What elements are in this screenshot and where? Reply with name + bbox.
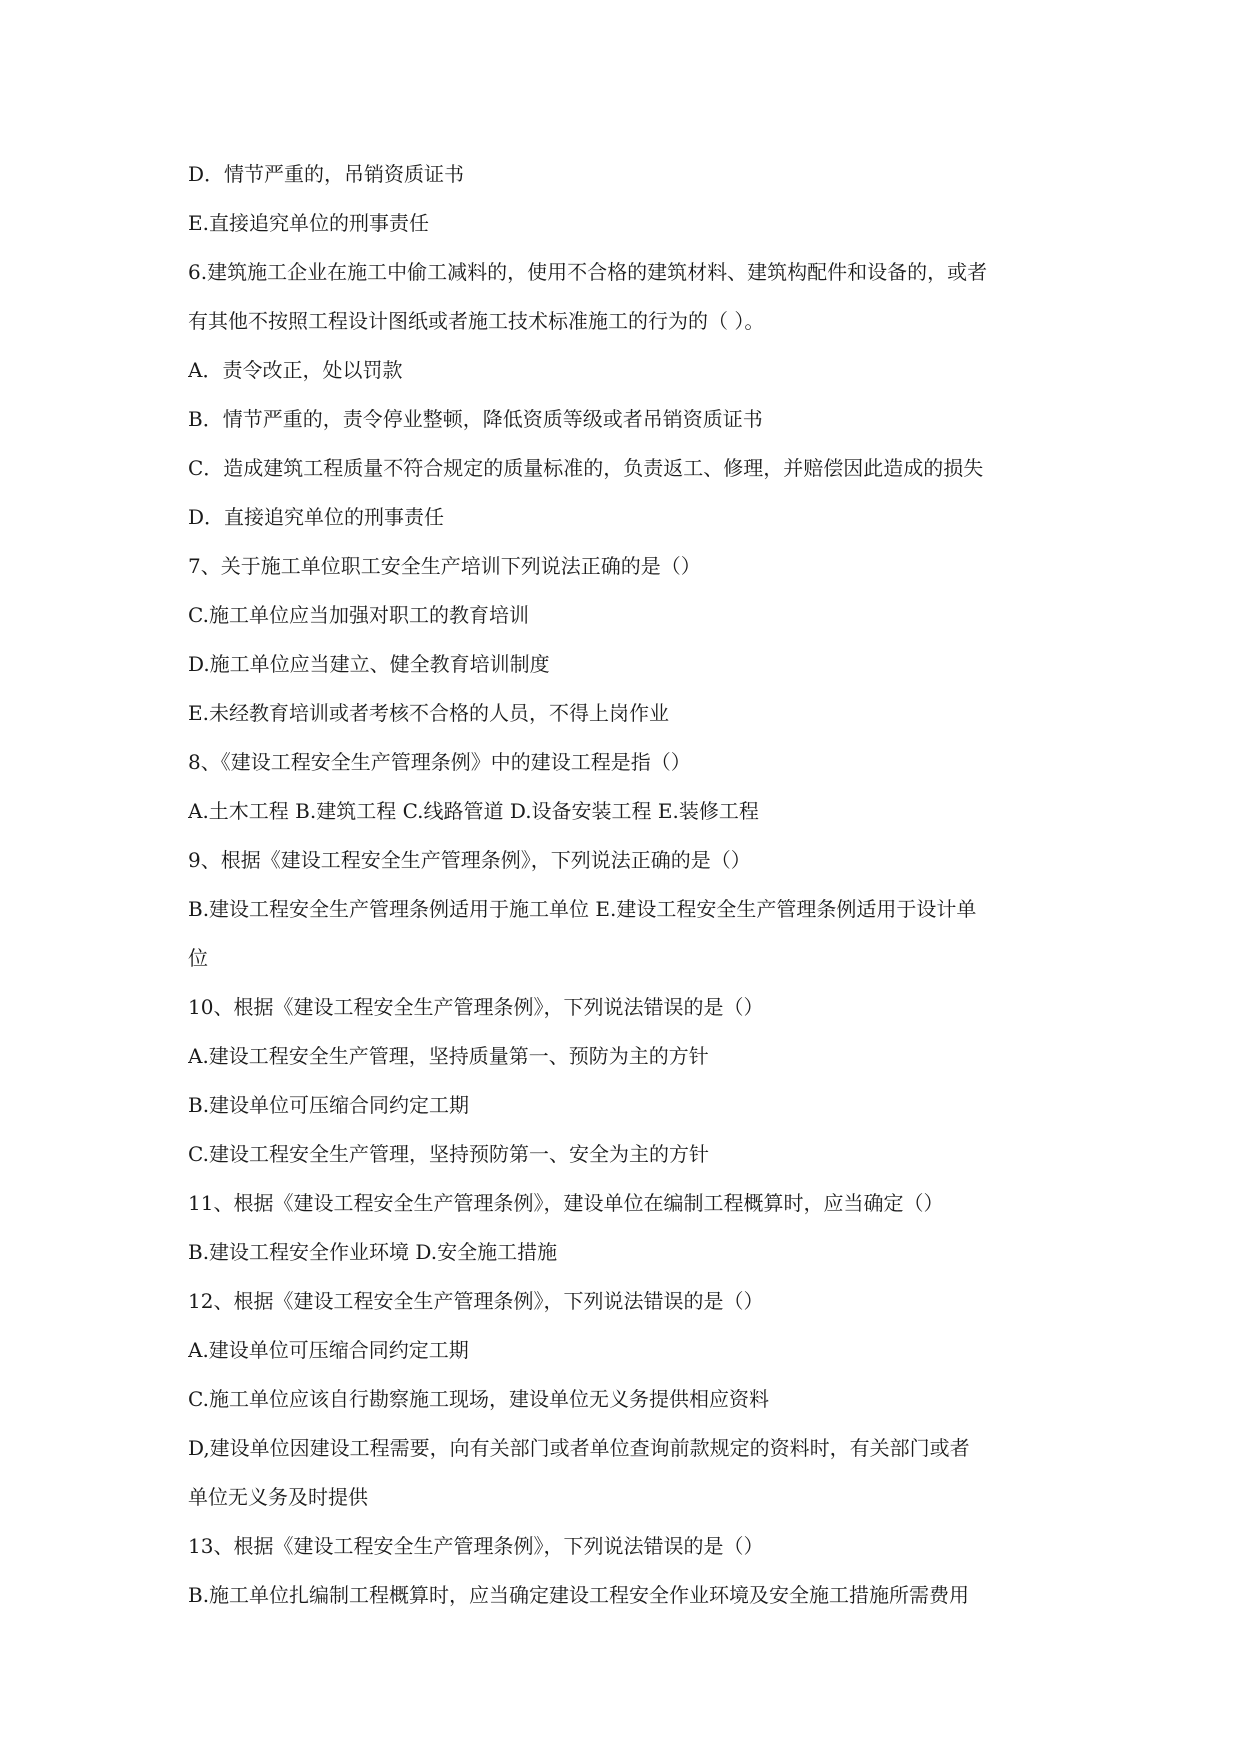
option-line: A.建设单位可压缩合同约定工期 bbox=[188, 1338, 469, 1362]
question-line: 6.建筑施工企业在施工中偷工减料的，使用不合格的建筑材料、建筑构配件和设备的，或者 bbox=[188, 260, 988, 284]
option-line: D．情节严重的，吊销资质证书 bbox=[188, 162, 465, 186]
question-line: 12、根据《建设工程安全生产管理条例》，下列说法错误的是（） bbox=[188, 1289, 764, 1313]
document-body bbox=[188, 150, 1058, 1620]
option-line: C．造成建筑工程质量不符合规定的质量标准的，负责返工、修理，并赔偿因此造成的损失 bbox=[188, 456, 984, 480]
option-line: 位 bbox=[188, 946, 208, 970]
option-line: A.土木工程 B.建筑工程 C.线路管道 D.设备安装工程 E.装修工程 bbox=[188, 799, 759, 823]
option-line: D,建设单位因建设工程需要，向有关部门或者单位查询前款规定的资料时，有关部门或者 bbox=[188, 1436, 970, 1460]
question-line: 8、《建设工程安全生产管理条例》中的建设工程是指（） bbox=[188, 750, 691, 774]
option-line: A.建设工程安全生产管理，坚持质量第一、预防为主的方针 bbox=[188, 1044, 709, 1068]
option-line: D．直接追究单位的刑事责任 bbox=[188, 505, 445, 529]
question-line: 7、关于施工单位职工安全生产培训下列说法正确的是（） bbox=[188, 554, 701, 578]
option-line: B.建设单位可压缩合同约定工期 bbox=[188, 1093, 470, 1117]
option-line: 单位无义务及时提供 bbox=[188, 1485, 368, 1509]
option-line: C.施工单位应当加强对职工的教育培训 bbox=[188, 603, 529, 627]
question-line: 11、根据《建设工程安全生产管理条例》，建设单位在编制工程概算时，应当确定（） bbox=[188, 1191, 944, 1215]
option-line: A．责令改正，处以罚款 bbox=[188, 358, 403, 382]
question-line: 13、根据《建设工程安全生产管理条例》，下列说法错误的是（） bbox=[188, 1534, 764, 1558]
option-line: B．情节严重的，责令停业整顿，降低资质等级或者吊销资质证书 bbox=[188, 407, 763, 431]
option-line: B.建设工程安全生产管理条例适用于施工单位 E.建设工程安全生产管理条例适用于设计单 bbox=[188, 897, 977, 921]
option-line: E.直接追究单位的刑事责任 bbox=[188, 211, 429, 235]
option-line: C.施工单位应该自行勘察施工现场，建设单位无义务提供相应资料 bbox=[188, 1387, 769, 1411]
option-line: D.施工单位应当建立、健全教育培训制度 bbox=[188, 652, 550, 676]
option-line: C.建设工程安全生产管理，坚持预防第一、安全为主的方针 bbox=[188, 1142, 709, 1166]
question-line: 9、根据《建设工程安全生产管理条例》，下列说法正确的是（） bbox=[188, 848, 751, 872]
option-line: B.建设工程安全作业环境 D.安全施工措施 bbox=[188, 1240, 558, 1264]
question-line: 10、根据《建设工程安全生产管理条例》，下列说法错误的是（） bbox=[188, 995, 764, 1019]
option-line: E.未经教育培训或者考核不合格的人员，不得上岗作业 bbox=[188, 701, 669, 725]
question-line: 有其他不按照工程设计图纸或者施工技术标准施工的行为的（ ）。 bbox=[188, 309, 765, 333]
option-line: B.施工单位扎编制工程概算时，应当确定建设工程安全作业环境及安全施工措施所需费用 bbox=[188, 1583, 970, 1607]
